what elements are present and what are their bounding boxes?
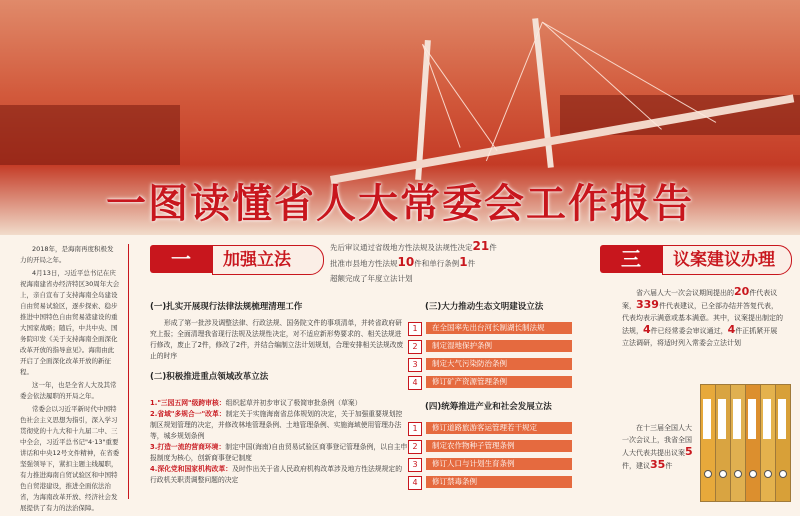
page-title: 一图读懂省人大常委会工作报告: [106, 181, 694, 227]
section-number: 一: [150, 245, 212, 273]
binder-icon: [760, 384, 776, 502]
legislation-stats: [330, 239, 550, 286]
city-skyline: [0, 105, 180, 165]
bridge-cable: [422, 44, 461, 148]
reform-item: 2.省域"多规合一"改革：制定关于实施海南省总体规划的决定，关于加强重要规划控制区规划管理的决定，并修改林地管理条例、土地管理条例、实施海域使用管理办法等，城乡规划条例: [150, 410, 403, 440]
quote-paragraph: 4月13日，习近平总书记在庆祝海南建省办经济特区30周年大会上，亲自宣布了支持海南全岛建设自由贸易试验区，逐步探索、稳步推进中国特色自由贸易港建设的重大国家战略；随后，中共中央、国务院印发《关于支持海南全面深化改革开放的指导意见》。海南由此开启了全面深化改革开放的新征程。: [20, 269, 120, 376]
binder-icon: [745, 384, 761, 502]
binder-icon: [715, 384, 731, 502]
binder-icon: [700, 384, 716, 502]
motions-summary: 省六届人大一次会议期间提出的20件代表议案，339件代表建议，已全部办结并答复代表，代表均表示满意或基本满意。其中，议案提出制定的法规，4件已经常委会审议通过，4件正抓紧开展立法调研，将适时列入常委会立法计划: [622, 285, 783, 347]
bridge-cable: [422, 44, 497, 151]
intro-quote: [20, 244, 120, 516]
reform-item: 4.深化党和国家机构改革：及时作出关于省人民政府机构改革涉及地方性法规规定的行政机关职责调整问题的决定: [150, 465, 402, 484]
section-number: 三: [600, 245, 662, 273]
npc-motions: 在十三届全国人大一次会议上，我省全国人大代表共提出议案5件，建议35件: [622, 424, 693, 471]
binder-icon: [775, 384, 791, 502]
subsection-body: 形成了第一批涉及调整法律、行政法规、国务院文件的事项清单，并转省政府研究上报；全面清理我省现行法规及法规性决定，对不适应新形势要求的、相关法规进行修改，废止了2件，修改了2件，并结合编制立法计划规划，合理安排相关法规改废止的时序: [150, 319, 404, 360]
quote-paragraph: 2018年，是海南再度积极发力的开局之年。: [20, 245, 114, 264]
column-divider: [128, 244, 129, 499]
subsection-heading: (二)积极推进重点领域改革立法: [150, 372, 269, 382]
quote-paragraph: 这一年，也是全省人大及其常委会依法履职的开局之年。: [20, 381, 117, 400]
reform-item: 3.打造一流的营商环境：制定中国(海南)自由贸易试验区商事登记管理条例，以自主申报制度为核心，创新商事登记制度: [150, 443, 408, 462]
reform-item: 1."三园五网"级跨审核：组织起草并初步审议了极简审批条例（草案）: [150, 399, 362, 407]
stat-line: 超额完成了年度立法计划: [330, 274, 413, 283]
section-title: 议案建议办理: [662, 245, 792, 275]
subsection-heading: (一)扎实开展现行法律法规梳理清理工作: [150, 302, 303, 312]
stat-line: 先后审议通过省级地方性法规及法规性决定21件: [330, 239, 497, 253]
binder-icon: [730, 384, 746, 502]
stat-line: 批准市县地方性法规10件和单行条例1件: [330, 255, 476, 269]
subsection-heading: (四)统筹推进产业和社会发展立法: [425, 402, 552, 412]
reform-list: [150, 398, 408, 486]
section-title: 加强立法: [212, 245, 324, 275]
quote-paragraph: 常委会以习近平新时代中国特色社会主义思想为指引，深入学习贯彻党的十九大和十九届二中、三中全会，习近平总书记"4·13"重要讲话和中央12号文件精神，在省委坚强领导下，紧扣主题主线履职，有力推进海南自贸试验区和中国特色自贸港建设，推进全面依法治省，为海南改革开放、经济社会发展提供了有力的法治保障。: [20, 405, 120, 512]
subsection-heading: (三)大力推动生态文明建设立法: [425, 302, 544, 312]
